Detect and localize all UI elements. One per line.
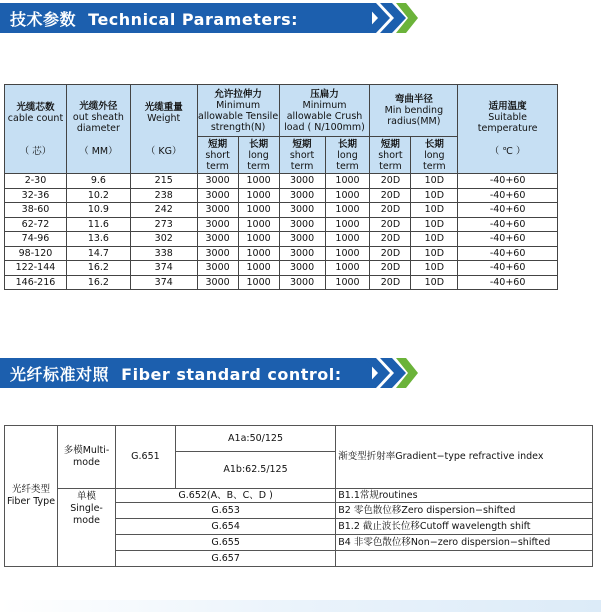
table-cell: 273 [130,217,197,232]
single-description-cell: B1.1常规routines [336,489,593,503]
table-row [5,246,558,261]
table-cell: 20D [370,217,411,232]
table-cell: 3000 [279,275,325,290]
header-temperature: 适用温度 Suitable temperature （ ℃ ） [458,85,558,174]
fiber-type-cell: 光纤类型 Fiber Type [5,426,58,567]
header-weight: 光缆重量 Weight （ KG） [130,85,197,174]
subheader-crush-long: 长期 long term [325,137,370,174]
table-cell: 74-96 [5,232,67,247]
table-cell: 20D [370,261,411,276]
a1a-cell: A1a:50/125 [175,426,335,452]
table-cell: 13.6 [66,232,130,247]
bottom-decoration [0,600,601,612]
chevron-arrows-icon [362,0,418,36]
table-cell: 3000 [279,246,325,261]
table-cell: 3000 [197,174,238,189]
table-cell: 3000 [279,188,325,203]
subheader-bending-short: 短期 short term [370,137,411,174]
table-cell: -40+60 [458,275,558,290]
singlemode-cell: 单模 Single- mode [58,489,116,567]
table-cell: 302 [130,232,197,247]
table-cell: 1000 [238,203,279,218]
table-cell: 10D [411,174,458,189]
table-cell: 38-60 [5,203,67,218]
table-cell: 10D [411,188,458,203]
table-row [5,188,558,203]
table-cell: 3000 [197,203,238,218]
table-cell: 20D [370,203,411,218]
header-cable-count: 光缆芯数 cable count （ 芯） [5,85,67,174]
table-cell: 122-144 [5,261,67,276]
table-cell: 1000 [238,217,279,232]
subheader-bending-long: 长期 long term [411,137,458,174]
table-cell: 3000 [279,261,325,276]
table-cell: 10D [411,261,458,276]
table-cell: 3000 [279,217,325,232]
table-cell: 1000 [325,217,370,232]
table-cell: 1000 [325,203,370,218]
table-cell: 10D [411,203,458,218]
table-cell: 10D [411,246,458,261]
table-cell: 1000 [325,275,370,290]
fiber-standard-table [4,425,593,567]
subheader-crush-short: 短期 short term [279,137,325,174]
single-standard-cell: G.655 [116,535,336,551]
table-cell: -40+60 [458,188,558,203]
table-cell: 9.6 [66,174,130,189]
table-cell: 1000 [238,275,279,290]
table-cell: 3000 [197,261,238,276]
table-cell: 1000 [238,232,279,247]
subheader-tensile-long: 长期 long term [238,137,279,174]
gradient-index-cell: 渐变型折射率Gradient−type refractive index [336,426,593,489]
table-row [5,261,558,276]
a1b-cell: A1b:62.5/125 [175,452,335,489]
table-cell: 242 [130,203,197,218]
table-cell: 374 [130,275,197,290]
subheader-tensile-short: 短期 short term [197,137,238,174]
table-cell: 20D [370,188,411,203]
table-cell: 16.2 [66,275,130,290]
single-description-cell: B2 零色散位移Zero dispersion−shifted [336,503,593,519]
table-cell: 338 [130,246,197,261]
table-row [5,217,558,232]
table-cell: -40+60 [458,203,558,218]
table-row [5,275,558,290]
fiber-standard-banner [0,358,372,388]
table-cell: 1000 [238,174,279,189]
table-cell: 1000 [325,232,370,247]
table-row [5,203,558,218]
table-cell: 3000 [197,217,238,232]
table-cell: 10D [411,232,458,247]
table-cell: 374 [130,261,197,276]
header-bending: 弯曲半径 Min bending radius(MM) [370,85,458,137]
table-cell: -40+60 [458,232,558,247]
g651-cell: G.651 [116,426,176,489]
table-cell: 62-72 [5,217,67,232]
single-description-cell [336,551,593,567]
table-cell: 98-120 [5,246,67,261]
table-cell: 3000 [279,203,325,218]
table-cell: 10.2 [66,188,130,203]
table-cell: 215 [130,174,197,189]
table-cell: 14.7 [66,246,130,261]
table-cell: 3000 [197,232,238,247]
table-cell: 20D [370,174,411,189]
single-standard-cell: G.653 [116,503,336,519]
header-diameter: 光缆外径 out sheath diameter （ MM） [66,85,130,174]
technical-parameters-table [4,84,558,290]
single-description-cell: B4 非零色散位移Non−zero dispersion−shifted [336,535,593,551]
header-crush: 压扁力 Minimum allowable Crush load ( N/100mm) [279,85,370,137]
table-cell: -40+60 [458,217,558,232]
table-cell: 146-216 [5,275,67,290]
table-cell: 20D [370,246,411,261]
table-cell: 10D [411,217,458,232]
table-cell: 1000 [325,188,370,203]
table-cell: 20D [370,275,411,290]
banner-title: 技术参数 Technical Parameters: [10,9,298,29]
table-cell: 32-36 [5,188,67,203]
table-cell: 3000 [279,174,325,189]
table-cell: 1000 [238,261,279,276]
single-description-cell: B1.2 截止波长位移Cutoff wavelength shift [336,519,593,535]
table-cell: 3000 [197,188,238,203]
table-cell: 20D [370,232,411,247]
table-row [5,174,558,189]
header-tensile: 允许拉伸力 Minimum allowable Tensile strength(N) [197,85,279,137]
single-standard-cell: G.652(A、B、C、D ) [116,489,336,503]
table-cell: 10.9 [66,203,130,218]
table-cell: 16.2 [66,261,130,276]
table-cell: 238 [130,188,197,203]
table-cell: 3000 [279,232,325,247]
table-cell: 2-30 [5,174,67,189]
table-cell: 1000 [325,174,370,189]
table-cell: 1000 [325,261,370,276]
table-cell: 11.6 [66,217,130,232]
chevron-arrows-icon [362,355,418,391]
table-cell: 3000 [197,275,238,290]
technical-parameters-banner [0,3,372,33]
table-cell: -40+60 [458,246,558,261]
table-row [5,232,558,247]
table-cell: -40+60 [458,261,558,276]
table-cell: 1000 [238,246,279,261]
table-cell: 10D [411,275,458,290]
single-standard-cell: G.657 [116,551,336,567]
table-cell: 1000 [325,246,370,261]
table-cell: 1000 [238,188,279,203]
single-standard-cell: G.654 [116,519,336,535]
table-cell: 3000 [197,246,238,261]
banner-title: 光纤标准对照 Fiber standard control: [10,364,342,384]
table-cell: -40+60 [458,174,558,189]
multimode-cell: 多模Multi- mode [58,426,116,489]
